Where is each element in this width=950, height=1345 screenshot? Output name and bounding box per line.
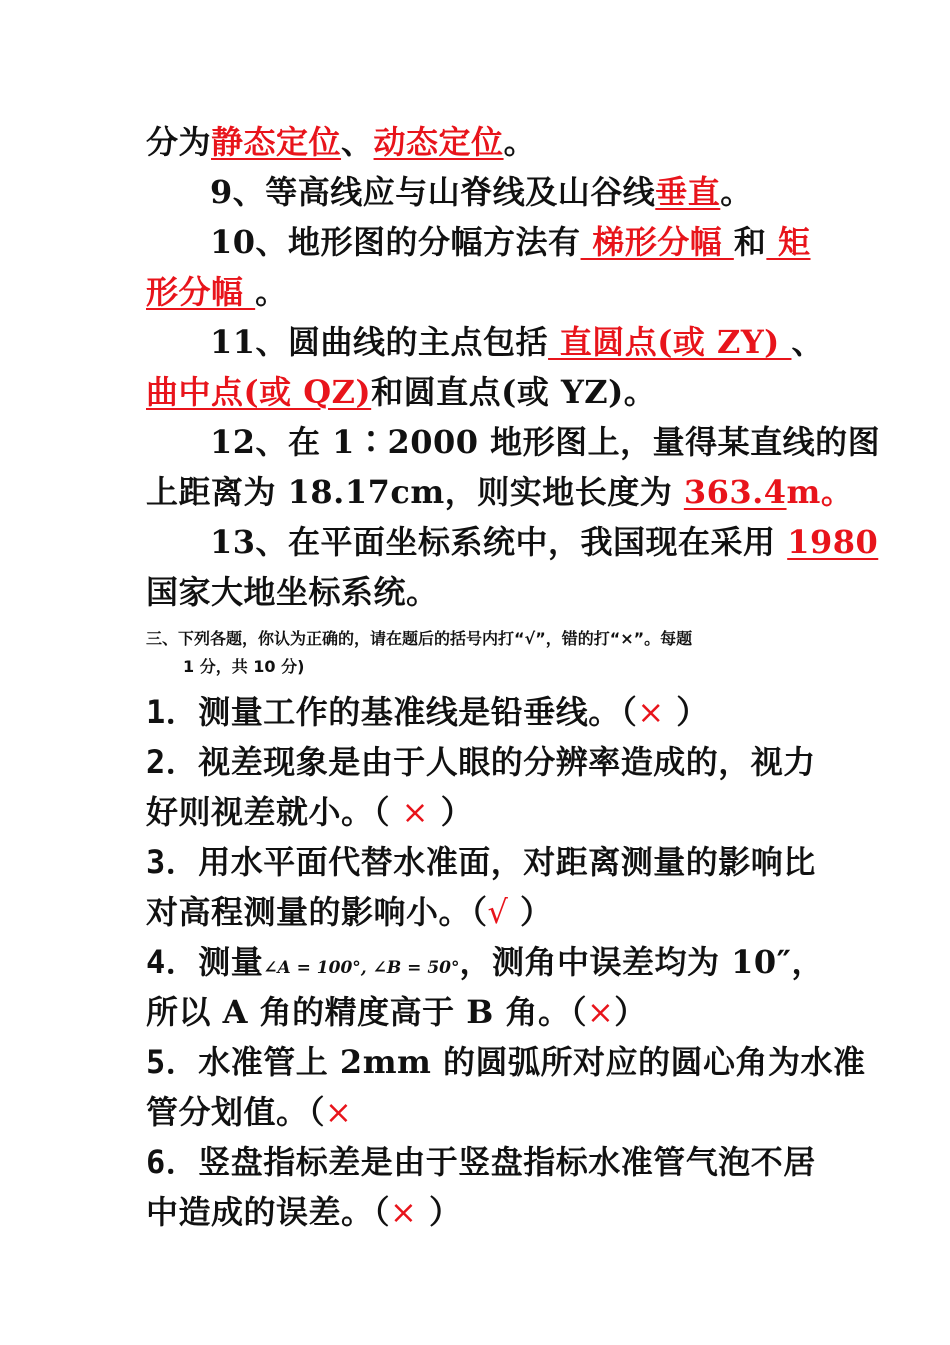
question-9 xyxy=(210,172,753,212)
text: 。 xyxy=(503,123,537,161)
q8-continuation xyxy=(146,122,536,162)
tf-item-6 xyxy=(146,1142,816,1182)
question-text: 10、地形图的分幅方法有 xyxy=(210,223,581,261)
item-text: 竖盘指标差是由于竖盘指标水准管气泡不居 xyxy=(198,1143,816,1181)
item-text: 用水平面代替水准面，对距离测量的影响比 xyxy=(198,843,816,881)
question-12: 12、在 1∶2000 地形图上，量得某直线的图 xyxy=(210,423,881,461)
answer-mark: × xyxy=(325,1093,353,1131)
answer-unit: m。 xyxy=(786,473,854,511)
answer-blank: 矩 xyxy=(766,223,811,261)
answer-mark: × xyxy=(586,993,615,1031)
answer-mark: √ xyxy=(487,893,509,931)
tf-item-3-line2 xyxy=(146,892,553,932)
text: 和圆直点(或 YZ)。 xyxy=(371,373,657,411)
answer-blank: 曲中点(或 QZ) xyxy=(146,373,372,411)
answer-blank: 静态定位 xyxy=(211,123,342,161)
question-text: 9、等高线应与山脊线及山谷线 xyxy=(210,173,656,211)
section-heading-3: 三、下列各题，你认为正确的，请在题后的括号内打“√”，错的打“×”。每题 xyxy=(146,629,693,648)
answer-blank: 1980 xyxy=(787,523,879,561)
answer-blank: 动态定位 xyxy=(373,123,504,161)
item-number: 3． xyxy=(146,843,199,881)
item-text: 测量工作的基准线是铅垂线。 xyxy=(198,693,621,731)
answer-blank: 直圆点(或 ZY) xyxy=(548,323,792,361)
tf-item-2-line2 xyxy=(146,792,473,832)
item-text: 所以 A 角的精度高于 B 角。（ xyxy=(146,993,587,1031)
item-text: ，测角中误差均为 10″， xyxy=(459,943,824,981)
answer-mark: × xyxy=(390,1193,418,1231)
text: 、 xyxy=(341,123,374,161)
answer-mark: × xyxy=(637,693,665,731)
item-text: 好则视差就小。（ xyxy=(146,793,402,831)
tf-item-5-line2 xyxy=(146,1092,352,1132)
item-number: 1． xyxy=(146,693,199,731)
text: （ xyxy=(620,693,638,731)
question-12-line2 xyxy=(146,472,853,512)
text: 和 xyxy=(733,223,767,261)
question-10 xyxy=(210,222,811,262)
tf-item-3 xyxy=(146,842,816,882)
text: 分为 xyxy=(146,123,212,161)
section-heading-3-line2: 1 分，共 10 分) xyxy=(183,657,305,676)
text: ） xyxy=(428,793,474,831)
tf-item-5 xyxy=(146,1042,866,1082)
tf-item-4-line2 xyxy=(146,992,647,1032)
answer-blank: 363.4 xyxy=(683,473,787,511)
question-text: 13、在平面坐标系统中，我国现在采用 xyxy=(210,523,788,561)
text: ） xyxy=(614,993,647,1031)
question-13-line2: 国家大地坐标系统。 xyxy=(146,573,439,611)
item-number: 6． xyxy=(146,1143,199,1181)
item-text: 对高程测量的影响小。（ xyxy=(146,893,488,931)
text: 。 xyxy=(720,173,753,211)
answer-blank: 形分幅 xyxy=(146,273,256,311)
question-11-line2 xyxy=(146,372,656,412)
answer-mark: × xyxy=(401,793,429,831)
item-text: 水准管上 2mm 的圆弧所对应的圆心角为水准 xyxy=(198,1043,866,1081)
item-text: 管分划值。（ xyxy=(146,1093,326,1131)
answer-blank: 梯形分幅 xyxy=(580,223,734,261)
question-13 xyxy=(210,522,878,562)
item-text: 视差现象是由于人眼的分辨率造成的，视力 xyxy=(198,743,816,781)
text: ） xyxy=(664,693,709,731)
question-text: 11、圆曲线的主点包括 xyxy=(210,323,549,361)
answer-blank: 垂直 xyxy=(655,173,721,211)
question-11 xyxy=(210,322,824,362)
text: ） xyxy=(508,893,553,931)
text: 。 xyxy=(255,273,288,311)
question-10-line2 xyxy=(146,272,288,312)
tf-item-4 xyxy=(146,942,824,988)
item-text: 测量 xyxy=(198,943,264,981)
item-number: 2． xyxy=(146,743,199,781)
text: ） xyxy=(417,1193,462,1231)
text: 、 xyxy=(791,323,824,361)
angle-formula: ∠A = 100°, ∠B = 50° xyxy=(263,958,460,978)
tf-item-2 xyxy=(146,742,816,782)
question-text: 上距离为 18.17cm，则实地长度为 xyxy=(146,473,684,511)
tf-item-1 xyxy=(146,692,709,732)
item-text: 中造成的误差。（ xyxy=(146,1193,391,1231)
item-number: 5． xyxy=(146,1043,199,1081)
item-number: 4． xyxy=(146,943,199,981)
tf-item-6-line2 xyxy=(146,1192,461,1232)
